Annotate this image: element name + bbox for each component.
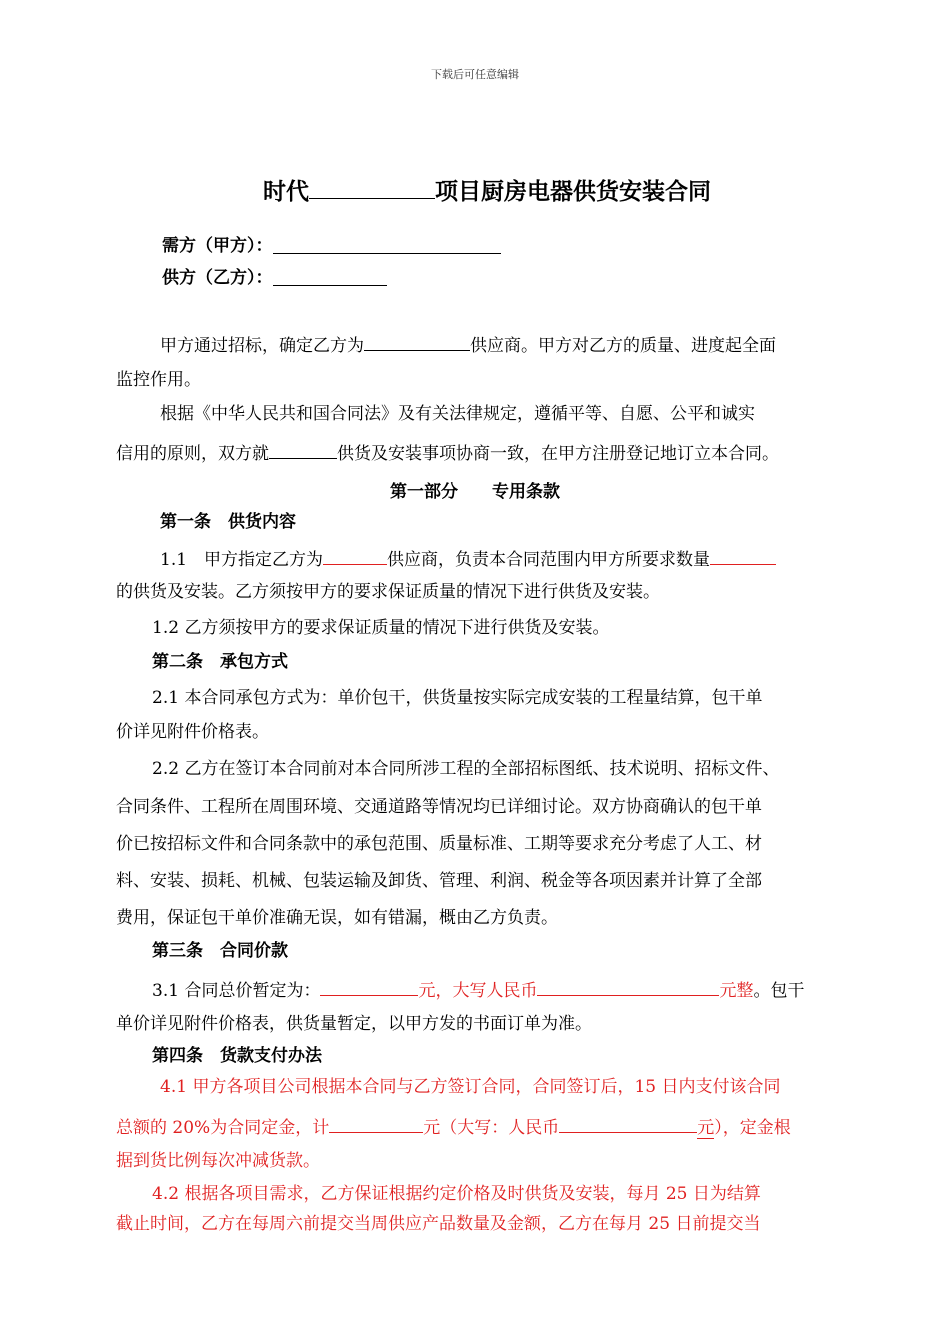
clause-3-1-b: 单价详见附件价格表，供货量暂定，以甲方发的书面订单为准。 — [116, 1014, 592, 1034]
deposit-blank — [329, 1114, 423, 1133]
total-price-blank — [320, 977, 418, 996]
clause-2-2-c: 价已按招标文件和合同条款中的承包范围、质量标准、工期等要求充分考虑了人工、材 — [116, 834, 762, 854]
clause-4-1-c: 据到货比例每次冲减货款。 — [116, 1151, 320, 1171]
clause-2-1-b: 价详见附件价格表。 — [116, 722, 269, 742]
article-3-heading: 第三条 合同价款 — [152, 941, 288, 961]
title-suffix: 项目厨房电器供货安装合同 — [435, 179, 711, 205]
clause-2-2-e: 费用，保证包干单价准确无误，如有错漏，概由乙方负责。 — [116, 908, 558, 928]
article-1-heading: 第一条 供货内容 — [160, 512, 296, 532]
intro-line-3: 根据《中华人民共和国合同法》及有关法律规定，遵循平等、自愿、公平和诚实 — [160, 404, 755, 424]
clause-1-1: 1.1 甲方指定乙方为 供应商，负责本合同范围内甲方所要求数量 — [160, 546, 776, 570]
buyer-line — [162, 231, 501, 256]
part-one-heading: 第一部分 专用条款 — [390, 482, 560, 502]
intro-line-4: 信用的原则，双方就 供货及安装事项协商一致，在甲方注册登记地订立本合同。 — [116, 440, 779, 464]
clause-3-1-a: 3.1 合同总价暂定为： 元，大写人民币 元整。包干 — [152, 977, 804, 1001]
title-prefix: 时代 — [263, 179, 309, 205]
clause-1-1-supplier-blank — [323, 546, 387, 565]
deposit-unit: 元 — [697, 1117, 715, 1138]
supplier-blank — [364, 332, 470, 351]
clause-1-2: 1.2 乙方须按甲方的要求保证质量的情况下进行供货及安装。 — [152, 618, 610, 638]
clause-4-2-b: 截止时间，乙方在每周六前提交当周供应产品数量及金额，乙方在每月 25 日前提交当 — [116, 1214, 761, 1234]
total-price-words-blank — [537, 977, 719, 996]
seller-line — [162, 263, 387, 288]
seller-label: 供方（乙方）： — [162, 268, 273, 288]
article-2-heading: 第二条 承包方式 — [152, 652, 288, 672]
clause-4-1-a: 4.1 甲方各项目公司根据本合同与乙方签订合同，合同签订后，15 日内支付该合同 — [160, 1077, 781, 1097]
clause-2-2-a: 2.2 乙方在签订本合同前对本合同所涉工程的全部招标图纸、技术说明、招标文件、 — [152, 759, 780, 779]
goods-blank — [269, 440, 337, 459]
article-4-heading: 第四条 货款支付办法 — [152, 1046, 322, 1066]
buyer-label: 需方（甲方）： — [162, 236, 273, 256]
intro-line-1: 甲方通过招标，确定乙方为 供应商。甲方对乙方的质量、进度起全面 — [160, 332, 776, 356]
title-project-blank — [309, 174, 435, 199]
clause-2-2-d: 料、安装、损耗、机械、包装运输及卸货、管理、利润、税金等各项因素并计算了全部 — [116, 871, 762, 891]
clause-2-1-a: 2.1 本合同承包方式为：单价包干，供货量按实际完成安装的工程量结算，包干单 — [152, 688, 763, 708]
clause-4-1-b: 总额的 20%为合同定金，计 元（大写：人民币 元），定金根 — [116, 1114, 791, 1139]
seller-blank — [273, 268, 387, 286]
header-note: 下载后可任意编辑 — [431, 68, 519, 81]
contract-title — [263, 173, 711, 206]
clause-1-1-cont: 的供货及安装。乙方须按甲方的要求保证质量的情况下进行供货及安装。 — [116, 582, 660, 602]
buyer-blank — [273, 236, 501, 254]
intro-line-2: 监控作用。 — [116, 370, 201, 390]
clause-1-1-quantity-blank — [710, 546, 776, 565]
clause-2-2-b: 合同条件、工程所在周围环境、交通道路等情况均已详细讨论。双方协商确认的包干单 — [116, 797, 762, 817]
clause-4-2-a: 4.2 根据各项目需求，乙方保证根据约定价格及时供货及安装，每月 25 日为结算 — [152, 1184, 761, 1204]
deposit-words-blank — [559, 1114, 697, 1133]
